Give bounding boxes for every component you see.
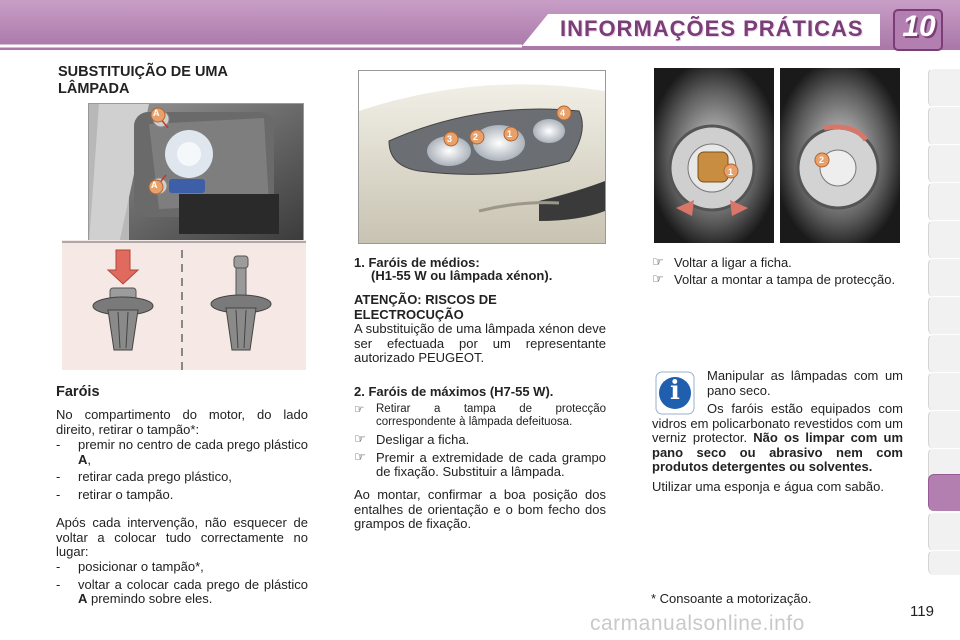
callout-a-pointers [140, 103, 200, 203]
list-item: ☞ Voltar a ligar a ficha. [652, 255, 792, 270]
right-steps [652, 256, 904, 287]
list-item: ☞ Retirar a tampa de protecção correspondente à lâmpada defeituosa. [354, 402, 606, 428]
sidebar-tab-8[interactable] [928, 334, 960, 373]
item2-steps [354, 403, 606, 480]
callout-4: 4 [560, 108, 566, 118]
sidebar-tab-active[interactable] [928, 474, 960, 511]
list-item: ☞ Desligar a ficha. [354, 432, 470, 447]
section-title-line2: LÂMPADA [58, 81, 130, 97]
item1-subtitle: (H1-55 W ou lâmpada xénon). [371, 268, 553, 283]
headlamp-photo [358, 70, 606, 244]
list-item: - posicionar o tampão*, [56, 559, 204, 574]
callout-a-bottom: A [151, 180, 158, 190]
item1-title: 1. Faróis de médios: [354, 255, 480, 270]
list-item: - retirar o tampão. [56, 486, 174, 502]
page-number: 119 [910, 603, 934, 620]
list-item: - premir no centro de cada prego plástico A, [56, 437, 308, 467]
list-item: ☞ Premir a extremidade de cada grampo de fixação. Substituir a lâmpada. [354, 449, 606, 479]
sidebar-tab-13[interactable] [928, 550, 960, 575]
info-icon-letter: i [670, 376, 680, 406]
bulb-photos [654, 68, 900, 243]
callout-bulb-1: 1 [728, 167, 734, 177]
intro-text: No compartimento do motor, do lado direito, retirar o tampão*: [56, 407, 308, 437]
closing-text: Ao montar, confirmar a boa posição dos entalhes de orientação e o bom fecho dos grampos de fixação. [354, 487, 606, 531]
sidebar-tab-1[interactable] [928, 68, 960, 107]
callout-3: 3 [447, 134, 453, 144]
footnote: * Consoante a motorização. [651, 591, 812, 606]
info-p3: Utilizar uma esponja e água com sabão. [652, 479, 884, 494]
removal-steps [56, 438, 308, 502]
sidebar-tab-2[interactable] [928, 106, 960, 145]
sidebar-tab-9[interactable] [928, 372, 960, 411]
list-item: - voltar a colocar cada prego de plástico A premindo sobre eles. [56, 576, 308, 606]
page-title: INFORMAÇÕES PRÁTICAS [560, 16, 864, 41]
sidebar-tab-3[interactable] [928, 144, 960, 183]
warning-title: ATENÇÃO: RISCOS DE ELECTROCUÇÃO [354, 292, 497, 322]
info-p1: Manipular as lâmpadas com um pano seco. [707, 368, 903, 398]
callout-bulb-2: 2 [819, 155, 825, 165]
sidebar-tab-7[interactable] [928, 296, 960, 335]
callout-1: 1 [507, 129, 513, 139]
callout-a-top: A [153, 108, 160, 118]
reinstall-steps [56, 560, 308, 607]
info-p2: Os faróis estão equipados com vidros em policarbonato revestidos com um verniz protector. Não os limpar com um pano seco ou abrasivo nem com produtos detergentes ou solventes. [652, 401, 903, 474]
list-item: - retirar cada prego plástico, [56, 469, 232, 484]
warning-text: A substituição de uma lâmpada xénon deve ser efectuada por um representante autorizado PEUGEOT. [354, 321, 606, 365]
callout-2: 2 [473, 132, 479, 142]
clip-diagram [62, 240, 306, 370]
sidebar-tab-4[interactable] [928, 182, 960, 221]
sidebar-tab-6[interactable] [928, 258, 960, 297]
section-title-line1: SUBSTITUIÇÃO DE UMA [58, 64, 228, 80]
sidebar-tab-5[interactable] [928, 220, 960, 259]
sidebar-tab-10[interactable] [928, 410, 960, 449]
watermark: carmanualsonline.info [590, 612, 805, 635]
after-intro-text: Após cada intervenção, não esquecer de voltar a colocar tudo correctamente no lugar: [56, 515, 308, 559]
subtitle-farois: Faróis [56, 384, 100, 400]
sidebar-tab-12[interactable] [928, 512, 960, 551]
item2-title: 2. Faróis de máximos (H7-55 W). [354, 384, 554, 399]
list-item: ☞ Voltar a montar a tampa de protecção. [652, 271, 896, 287]
chapter-number: 10 [902, 10, 936, 43]
